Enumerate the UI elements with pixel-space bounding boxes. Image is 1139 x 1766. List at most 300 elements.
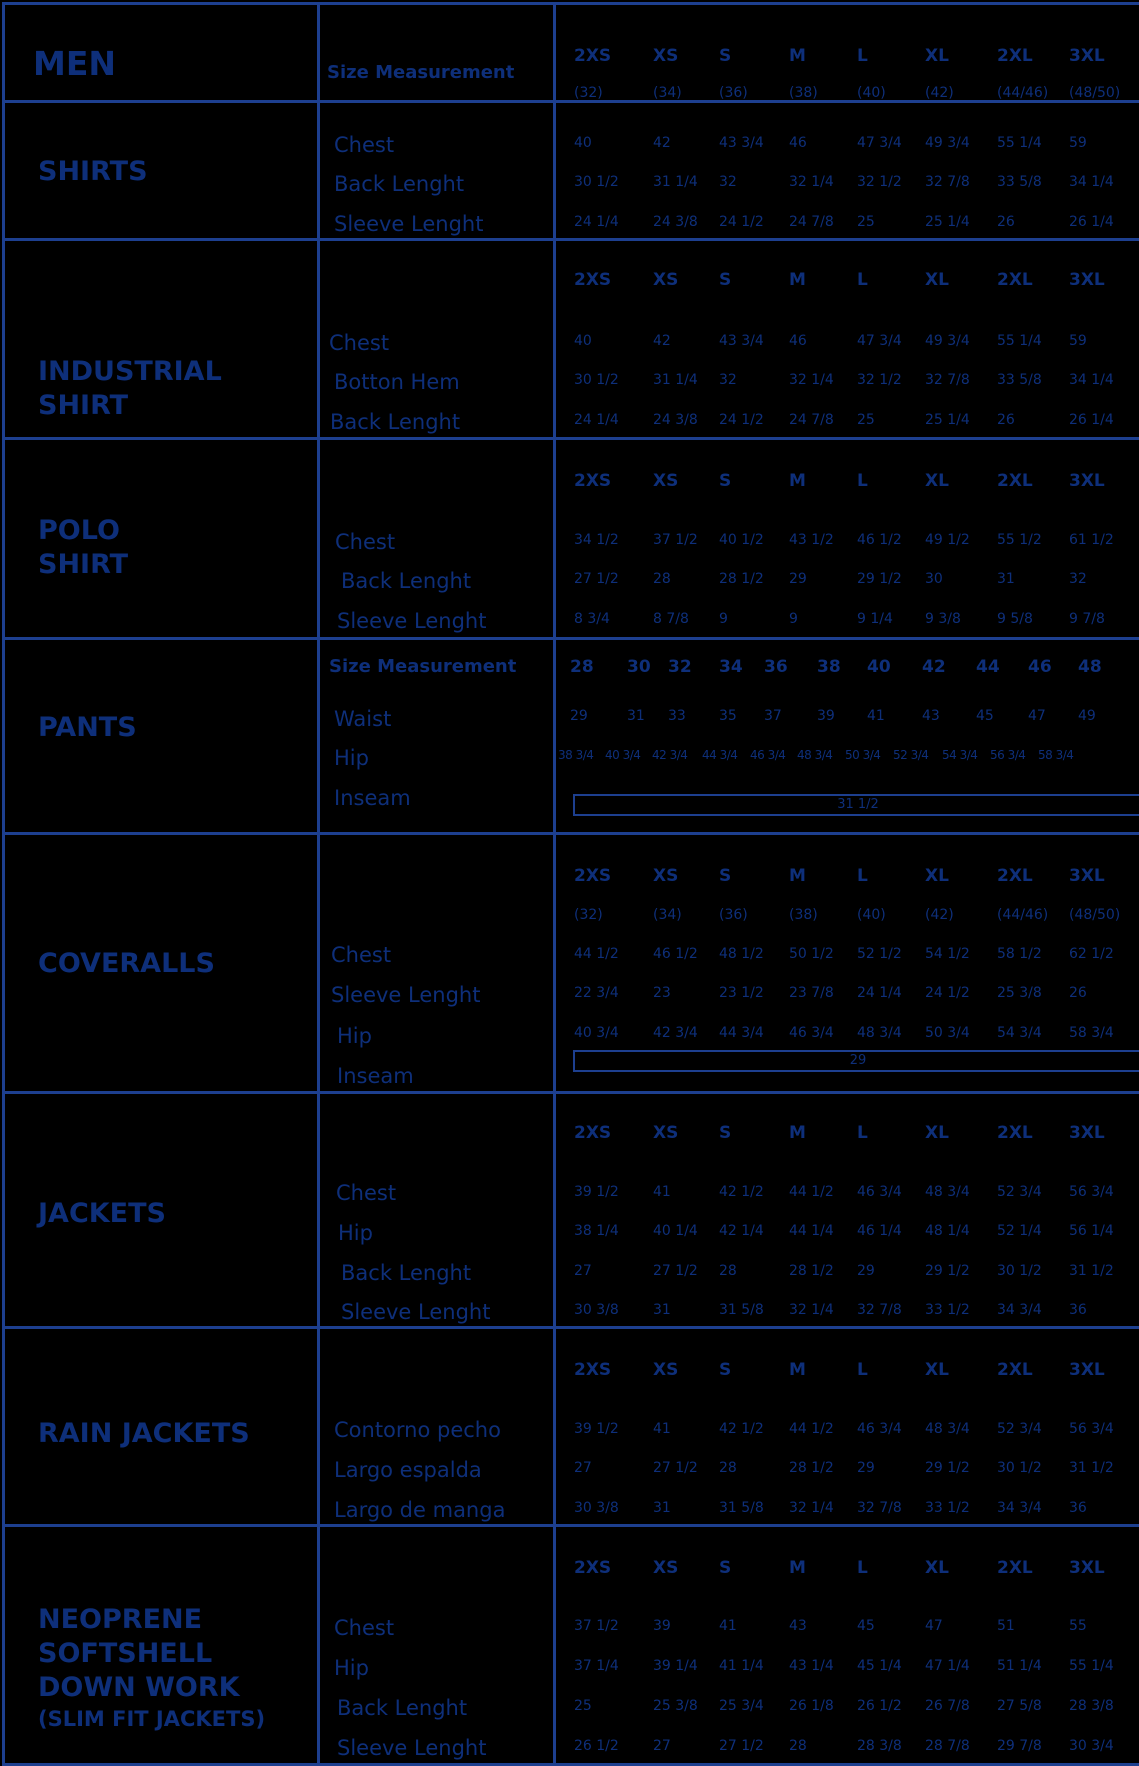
measurement-value: 59 — [1069, 135, 1087, 151]
category-subname: (SLIM FIT JACKETS) — [38, 1707, 266, 1731]
measurement-value: 32 1/2 — [857, 372, 902, 388]
measurement-label: Contorno pecho — [334, 1418, 501, 1442]
measurement-value: 25 3/8 — [997, 985, 1042, 1001]
measurement-value: 46 3/4 — [789, 1025, 834, 1041]
page-title: MEN — [33, 44, 116, 83]
size-header-3xl: 3XL — [1069, 46, 1105, 66]
measurement-value: 30 — [925, 571, 943, 587]
measurement-value: 59 — [1069, 333, 1087, 349]
measurement-value: 41 — [653, 1184, 671, 1200]
measurement-label: Sleeve Lenght — [331, 983, 481, 1007]
size-header-l: L — [857, 1360, 868, 1380]
measurement-label: Inseam — [337, 1064, 414, 1088]
size-header-xs: XS — [653, 1558, 679, 1578]
measurement-value: 48 1/4 — [925, 1223, 970, 1239]
pants-size-48: 48 — [1078, 657, 1102, 677]
grid-line-row — [2, 637, 1139, 640]
measurement-value: 27 — [653, 1738, 671, 1754]
measurement-label: Botton Hem — [334, 370, 460, 394]
measurement-value: 47 3/4 — [857, 333, 902, 349]
measurement-value: 50 3/4 — [845, 748, 881, 762]
size-header-xl: XL — [925, 46, 949, 66]
pants-size-40: 40 — [867, 657, 891, 677]
measurement-value: 26 7/8 — [925, 1698, 970, 1714]
measurement-value: 31 — [653, 1302, 671, 1318]
measurement-value: 32 1/4 — [789, 372, 834, 388]
size-header-s: S — [719, 1123, 732, 1143]
size-header-s: S — [719, 471, 732, 491]
eu-size-header: (42) — [925, 85, 954, 101]
measurement-value: 44 3/4 — [719, 1025, 764, 1041]
measurement-value: 40 3/4 — [574, 1025, 619, 1041]
measurement-label: Chest — [336, 1181, 397, 1205]
measurement-value: 24 3/8 — [653, 412, 698, 428]
measurement-value: 46 1/2 — [857, 532, 902, 548]
size-header-l: L — [857, 866, 868, 886]
eu-size-header: (40) — [857, 907, 886, 923]
pants-size-32: 32 — [668, 657, 692, 677]
measurement-value: 42 3/4 — [653, 1025, 698, 1041]
measurement-value: 46 1/4 — [857, 1223, 902, 1239]
measurement-value: 29 7/8 — [997, 1738, 1042, 1754]
category-name-line: SHIRT — [38, 390, 129, 421]
grid-line-top — [2, 2, 1139, 5]
measurement-value: 56 1/4 — [1069, 1223, 1114, 1239]
measurement-value: 49 3/4 — [925, 333, 970, 349]
measurement-value: 27 1/2 — [653, 1263, 698, 1279]
size-header-m: M — [789, 471, 806, 491]
measurement-value: 9 — [719, 611, 728, 627]
measurement-value: 37 1/2 — [574, 1618, 619, 1634]
measurement-value: 44 1/4 — [789, 1223, 834, 1239]
eu-size-header: (42) — [925, 907, 954, 923]
size-header-m: M — [789, 1558, 806, 1578]
measurement-value: 26 — [997, 412, 1015, 428]
measurement-value: 42 1/2 — [719, 1184, 764, 1200]
measurement-value: 32 — [1069, 571, 1087, 587]
measurement-value: 51 — [997, 1618, 1015, 1634]
grid-line-left — [2, 2, 5, 1764]
measurement-value: 58 1/2 — [997, 946, 1042, 962]
measurement-value: 45 1/4 — [857, 1658, 902, 1674]
measurement-value: 47 3/4 — [857, 135, 902, 151]
measurement-value: 30 1/2 — [574, 372, 619, 388]
size-header-xs: XS — [653, 46, 679, 66]
measurement-value: 42 — [653, 333, 671, 349]
size-header-s: S — [719, 866, 732, 886]
category-name — [38, 1417, 250, 1451]
measurement-value: 31 1/2 — [1069, 1460, 1114, 1476]
size-measurement-header: Size Measurement — [327, 62, 515, 83]
measurement-value: 46 3/4 — [750, 748, 786, 762]
measurement-value: 27 5/8 — [997, 1698, 1042, 1714]
measurement-value: 31 — [653, 1500, 671, 1516]
measurement-value: 23 7/8 — [789, 985, 834, 1001]
measurement-value: 39 1/4 — [653, 1658, 698, 1674]
measurement-value: 61 1/2 — [1069, 532, 1114, 548]
measurement-value: 55 1/2 — [997, 532, 1042, 548]
measurement-label: Sleeve Lenght — [337, 1736, 487, 1760]
category-name-line: SOFTSHELL — [38, 1638, 213, 1669]
category-name-line: DOWN WORK — [38, 1672, 240, 1703]
size-header-xl: XL — [925, 471, 949, 491]
measurement-value: 27 1/2 — [719, 1738, 764, 1754]
grid-line-row — [2, 1524, 1139, 1527]
measurement-value: 54 3/4 — [997, 1025, 1042, 1041]
measurement-value: 55 1/4 — [1069, 1658, 1114, 1674]
measurement-value: 23 1/2 — [719, 985, 764, 1001]
pants-size-46: 46 — [1028, 657, 1052, 677]
measurement-value: 31 5/8 — [719, 1302, 764, 1318]
measurement-value: 29 1/2 — [925, 1460, 970, 1476]
measurement-value: 58 3/4 — [1069, 1025, 1114, 1041]
measurement-value: 31 — [627, 708, 645, 724]
measurement-label: Waist — [334, 707, 392, 731]
measurement-value: 33 5/8 — [997, 372, 1042, 388]
measurement-value: 9 3/8 — [925, 611, 961, 627]
category-name — [38, 1197, 166, 1231]
measurement-value: 33 1/2 — [925, 1500, 970, 1516]
measurement-value: 28 1/2 — [789, 1460, 834, 1476]
measurement-value: 39 — [817, 708, 835, 724]
measurement-value: 56 3/4 — [990, 748, 1026, 762]
measurement-value: 37 1/4 — [574, 1658, 619, 1674]
eu-size-header: (48/50) — [1069, 85, 1121, 101]
measurement-label: Back Lenght — [341, 1261, 472, 1285]
measurement-label: Chest — [334, 1616, 395, 1640]
measurement-label: Inseam — [334, 786, 411, 810]
size-header-2xs: 2XS — [574, 1558, 612, 1578]
measurement-value: 24 1/2 — [925, 985, 970, 1001]
measurement-value: 9 5/8 — [997, 611, 1033, 627]
measurement-label: Chest — [329, 331, 390, 355]
measurement-value: 26 — [997, 214, 1015, 230]
measurement-value: 27 1/2 — [653, 1460, 698, 1476]
measurement-value: 27 1/2 — [574, 571, 619, 587]
measurement-value: 26 — [1069, 985, 1087, 1001]
measurement-value: 28 — [653, 571, 671, 587]
measurement-label: Back Lenght — [337, 1696, 468, 1720]
measurement-value: 26 1/2 — [857, 1698, 902, 1714]
measurement-value: 52 3/4 — [997, 1421, 1042, 1437]
measurement-value: 48 3/4 — [925, 1421, 970, 1437]
measurement-value: 43 3/4 — [719, 135, 764, 151]
measurement-value: 29 — [789, 571, 807, 587]
grid-line-row — [2, 832, 1139, 835]
size-header-3xl: 3XL — [1069, 866, 1105, 886]
grid-line-col2 — [553, 2, 556, 1764]
measurement-value: 36 — [1069, 1302, 1087, 1318]
size-measurement-header: Size Measurement — [329, 656, 517, 677]
measurement-value: 39 1/2 — [574, 1421, 619, 1437]
measurement-value: 31 — [997, 571, 1015, 587]
eu-size-header: (34) — [653, 907, 682, 923]
measurement-value: 43 1/4 — [789, 1658, 834, 1674]
inseam-value-bar: 31 1/2 — [573, 794, 1139, 816]
category-name-line: JACKETS — [38, 1198, 166, 1229]
measurement-value: 56 3/4 — [1069, 1184, 1114, 1200]
measurement-value: 26 1/4 — [1069, 214, 1114, 230]
size-header-3xl: 3XL — [1069, 1123, 1105, 1143]
measurement-value: 42 1/2 — [719, 1421, 764, 1437]
grid-line-row — [2, 238, 1139, 241]
measurement-value: 25 1/4 — [925, 214, 970, 230]
grid-line-row — [2, 1091, 1139, 1094]
measurement-value: 32 7/8 — [857, 1500, 902, 1516]
measurement-value: 47 — [925, 1618, 943, 1634]
measurement-value: 49 3/4 — [925, 135, 970, 151]
measurement-value: 28 7/8 — [925, 1738, 970, 1754]
eu-size-header: (44/46) — [997, 907, 1049, 923]
eu-size-header: (32) — [574, 85, 603, 101]
pants-size-30: 30 — [627, 657, 651, 677]
measurement-value: 52 1/4 — [997, 1223, 1042, 1239]
size-header-2xl: 2XL — [997, 1558, 1033, 1578]
grid-line-row — [2, 100, 1139, 103]
category-name-line: COVERALLS — [38, 948, 215, 979]
measurement-value: 51 1/4 — [997, 1658, 1042, 1674]
eu-size-header: (40) — [857, 85, 886, 101]
pants-size-38: 38 — [817, 657, 841, 677]
measurement-value: 39 1/2 — [574, 1184, 619, 1200]
measurement-label: Chest — [334, 133, 395, 157]
size-header-l: L — [857, 1123, 868, 1143]
measurement-value: 46 3/4 — [857, 1184, 902, 1200]
measurement-label: Hip — [337, 1024, 372, 1048]
size-header-2xl: 2XL — [997, 1123, 1033, 1143]
measurement-value: 42 1/4 — [719, 1223, 764, 1239]
size-header-2xl: 2XL — [997, 270, 1033, 290]
category-name-line: POLO — [38, 515, 120, 546]
measurement-value: 32 7/8 — [925, 372, 970, 388]
measurement-label: Back Lenght — [334, 172, 465, 196]
size-header-m: M — [789, 1123, 806, 1143]
measurement-value: 40 — [574, 333, 592, 349]
measurement-value: 40 3/4 — [605, 748, 641, 762]
measurement-value: 48 3/4 — [857, 1025, 902, 1041]
category-name-line: SHIRTS — [38, 156, 148, 187]
measurement-value: 37 — [764, 708, 782, 724]
category-name — [38, 711, 137, 745]
measurement-value: 46 — [789, 333, 807, 349]
measurement-value: 40 1/4 — [653, 1223, 698, 1239]
measurement-value: 24 1/4 — [857, 985, 902, 1001]
measurement-value: 28 — [719, 1263, 737, 1279]
eu-size-header: (36) — [719, 907, 748, 923]
measurement-value: 8 7/8 — [653, 611, 689, 627]
size-header-l: L — [857, 270, 868, 290]
measurement-value: 24 1/4 — [574, 214, 619, 230]
measurement-value: 52 3/4 — [997, 1184, 1042, 1200]
measurement-value: 38 1/4 — [574, 1223, 619, 1239]
measurement-value: 44 3/4 — [702, 748, 738, 762]
measurement-value: 62 1/2 — [1069, 946, 1114, 962]
measurement-value: 52 1/2 — [857, 946, 902, 962]
measurement-value: 31 1/2 — [1069, 1263, 1114, 1279]
measurement-value: 24 1/4 — [574, 412, 619, 428]
size-header-xs: XS — [653, 1123, 679, 1143]
measurement-label: Back Lenght — [341, 569, 472, 593]
size-header-3xl: 3XL — [1069, 1558, 1105, 1578]
eu-size-header: (34) — [653, 85, 682, 101]
measurement-value: 28 — [719, 1460, 737, 1476]
size-header-3xl: 3XL — [1069, 270, 1105, 290]
size-header-s: S — [719, 46, 732, 66]
measurement-value: 30 3/8 — [574, 1302, 619, 1318]
measurement-value: 34 1/2 — [574, 532, 619, 548]
size-header-3xl: 3XL — [1069, 1360, 1105, 1380]
measurement-value: 31 5/8 — [719, 1500, 764, 1516]
measurement-value: 28 — [789, 1738, 807, 1754]
size-header-2xs: 2XS — [574, 1123, 612, 1143]
category-name-line: SHIRT — [38, 549, 129, 580]
measurement-value: 49 — [1078, 708, 1096, 724]
measurement-value: 27 — [574, 1460, 592, 1476]
inseam-value-bar: 29 — [573, 1050, 1139, 1072]
measurement-value: 22 3/4 — [574, 985, 619, 1001]
size-header-xs: XS — [653, 866, 679, 886]
measurement-value: 32 1/4 — [789, 174, 834, 190]
measurement-value: 58 3/4 — [1038, 748, 1074, 762]
measurement-value: 44 1/2 — [789, 1184, 834, 1200]
measurement-value: 48 1/2 — [719, 946, 764, 962]
measurement-value: 40 — [574, 135, 592, 151]
size-header-xs: XS — [653, 270, 679, 290]
measurement-value: 32 — [719, 372, 737, 388]
pants-size-36: 36 — [764, 657, 788, 677]
measurement-value: 30 1/2 — [574, 174, 619, 190]
measurement-value: 29 — [857, 1460, 875, 1476]
size-header-xs: XS — [653, 1360, 679, 1380]
size-header-2xl: 2XL — [997, 46, 1033, 66]
measurement-value: 54 1/2 — [925, 946, 970, 962]
size-header-l: L — [857, 471, 868, 491]
measurement-value: 29 — [570, 708, 588, 724]
measurement-value: 24 7/8 — [789, 214, 834, 230]
eu-size-header: (32) — [574, 907, 603, 923]
measurement-value: 45 — [857, 1618, 875, 1634]
pants-size-28: 28 — [570, 657, 594, 677]
measurement-value: 34 1/4 — [1069, 174, 1114, 190]
measurement-value: 24 1/2 — [719, 214, 764, 230]
measurement-value: 32 1/4 — [789, 1500, 834, 1516]
measurement-label: Sleeve Lenght — [334, 212, 484, 236]
grid-line-row — [2, 437, 1139, 440]
measurement-value: 33 1/2 — [925, 1302, 970, 1318]
measurement-value: 43 — [922, 708, 940, 724]
measurement-label: Back Lenght — [330, 410, 461, 434]
measurement-value: 25 3/4 — [719, 1698, 764, 1714]
measurement-value: 9 — [789, 611, 798, 627]
size-header-m: M — [789, 866, 806, 886]
size-header-m: M — [789, 1360, 806, 1380]
size-header-3xl: 3XL — [1069, 471, 1105, 491]
measurement-value: 46 3/4 — [857, 1421, 902, 1437]
eu-size-header: (44/46) — [997, 85, 1049, 101]
measurement-value: 46 1/2 — [653, 946, 698, 962]
measurement-value: 43 3/4 — [719, 333, 764, 349]
measurement-label: Hip — [338, 1221, 373, 1245]
measurement-value: 23 — [653, 985, 671, 1001]
measurement-value: 24 3/8 — [653, 214, 698, 230]
measurement-value: 33 5/8 — [997, 174, 1042, 190]
size-header-s: S — [719, 270, 732, 290]
measurement-value: 44 1/2 — [574, 946, 619, 962]
measurement-value: 26 1/4 — [1069, 412, 1114, 428]
measurement-value: 39 — [653, 1618, 671, 1634]
size-header-2xs: 2XS — [574, 270, 612, 290]
measurement-value: 29 1/2 — [857, 571, 902, 587]
measurement-label: Hip — [334, 746, 369, 770]
measurement-value: 32 7/8 — [925, 174, 970, 190]
measurement-value: 41 — [653, 1421, 671, 1437]
measurement-value: 45 — [976, 708, 994, 724]
eu-size-header: (36) — [719, 85, 748, 101]
measurement-label: Hip — [334, 1656, 369, 1680]
size-header-xl: XL — [925, 1558, 949, 1578]
measurement-value: 48 3/4 — [797, 748, 833, 762]
measurement-value: 30 1/2 — [997, 1460, 1042, 1476]
measurement-value: 30 3/8 — [574, 1500, 619, 1516]
measurement-value: 50 3/4 — [925, 1025, 970, 1041]
size-header-xl: XL — [925, 1123, 949, 1143]
measurement-value: 28 1/2 — [789, 1263, 834, 1279]
size-header-m: M — [789, 46, 806, 66]
measurement-value: 26 1/8 — [789, 1698, 834, 1714]
measurement-value: 8 3/4 — [574, 611, 610, 627]
size-header-l: L — [857, 1558, 868, 1578]
measurement-label: Sleeve Lenght — [341, 1300, 491, 1324]
measurement-value: 24 7/8 — [789, 412, 834, 428]
measurement-value: 50 1/2 — [789, 946, 834, 962]
size-header-s: S — [719, 1558, 732, 1578]
measurement-value: 34 3/4 — [997, 1500, 1042, 1516]
measurement-value: 31 1/4 — [653, 372, 698, 388]
category-name — [38, 1603, 265, 1733]
measurement-value: 34 1/4 — [1069, 372, 1114, 388]
measurement-value: 28 1/2 — [719, 571, 764, 587]
measurement-value: 44 1/2 — [789, 1421, 834, 1437]
measurement-value: 32 7/8 — [857, 1302, 902, 1318]
measurement-value: 43 1/2 — [789, 532, 834, 548]
measurement-value: 25 — [857, 412, 875, 428]
size-header-s: S — [719, 1360, 732, 1380]
measurement-label: Chest — [331, 943, 392, 967]
measurement-value: 31 1/4 — [653, 174, 698, 190]
measurement-value: 41 — [867, 708, 885, 724]
pants-size-42: 42 — [922, 657, 946, 677]
measurement-value: 42 — [653, 135, 671, 151]
pants-size-44: 44 — [976, 657, 1000, 677]
eu-size-header: (48/50) — [1069, 907, 1121, 923]
measurement-value: 55 1/4 — [997, 135, 1042, 151]
measurement-value: 41 — [719, 1618, 737, 1634]
measurement-value: 41 1/4 — [719, 1658, 764, 1674]
size-header-2xl: 2XL — [997, 1360, 1033, 1380]
category-name — [38, 355, 222, 423]
measurement-value: 34 3/4 — [997, 1302, 1042, 1318]
size-header-2xl: 2XL — [997, 471, 1033, 491]
size-header-2xs: 2XS — [574, 471, 612, 491]
pants-size-34: 34 — [719, 657, 743, 677]
measurement-value: 9 7/8 — [1069, 611, 1105, 627]
measurement-value: 38 3/4 — [558, 748, 594, 762]
size-header-xl: XL — [925, 270, 949, 290]
measurement-value: 48 3/4 — [925, 1184, 970, 1200]
category-name-line: PANTS — [38, 712, 137, 743]
size-header-2xl: 2XL — [997, 866, 1033, 886]
grid-line-row — [2, 1326, 1139, 1329]
